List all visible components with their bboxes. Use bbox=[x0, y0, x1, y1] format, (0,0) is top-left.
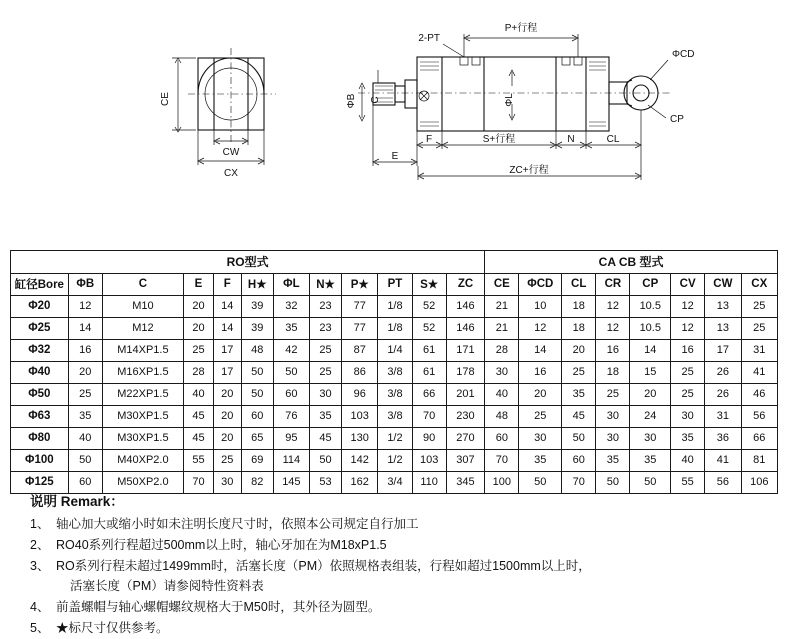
group-header-cacb: CA CB 型式 bbox=[485, 251, 778, 274]
col-f: F bbox=[213, 274, 241, 296]
cell: 1/4 bbox=[378, 340, 412, 362]
cell: 103 bbox=[412, 450, 446, 472]
col-cv: CV bbox=[671, 274, 705, 296]
cell: 61 bbox=[412, 340, 446, 362]
cell: M50XP2.0 bbox=[102, 472, 183, 494]
cell-bore: Φ100 bbox=[11, 450, 69, 472]
remark-list bbox=[30, 514, 770, 638]
remark-title: 说明 Remark： bbox=[30, 494, 124, 509]
cell: 20 bbox=[213, 406, 241, 428]
label-C-left bbox=[370, 70, 381, 104]
cell: 60 bbox=[273, 384, 309, 406]
cell: 50 bbox=[273, 362, 309, 384]
cell: 12 bbox=[596, 318, 630, 340]
dim-CW bbox=[214, 130, 248, 158]
cell: 110 bbox=[412, 472, 446, 494]
main-section-view bbox=[358, 57, 672, 131]
dim-E bbox=[373, 105, 417, 166]
spec-table-wrap bbox=[10, 250, 778, 494]
svg-text:E: E bbox=[391, 151, 399, 162]
dim-CE bbox=[160, 58, 196, 132]
dim-CL bbox=[586, 110, 641, 149]
dim-ZC-stroke bbox=[418, 149, 641, 180]
svg-text:ΦL: ΦL bbox=[504, 93, 515, 107]
cell: 171 bbox=[446, 340, 485, 362]
svg-text:CL: CL bbox=[606, 134, 620, 145]
dim-N bbox=[556, 131, 586, 149]
remark-item-number: 1、 bbox=[30, 517, 50, 531]
cell: 28 bbox=[485, 340, 519, 362]
cell: 25 bbox=[310, 362, 342, 384]
cell: 42 bbox=[273, 340, 309, 362]
cell-bore: Φ63 bbox=[11, 406, 69, 428]
cell: 45 bbox=[184, 406, 214, 428]
cell: 162 bbox=[342, 472, 378, 494]
remark-item-text: ★标尺寸仅供参考。 bbox=[56, 621, 169, 635]
cell: 13 bbox=[705, 318, 741, 340]
cell: 270 bbox=[446, 428, 485, 450]
cell: 52 bbox=[412, 318, 446, 340]
table-row bbox=[11, 428, 778, 450]
cell: 25 bbox=[184, 340, 214, 362]
cell: 35 bbox=[68, 406, 102, 428]
cell: 70 bbox=[485, 450, 519, 472]
cell: M14XP1.5 bbox=[102, 340, 183, 362]
cell: 20 bbox=[630, 384, 671, 406]
cell: 35 bbox=[671, 428, 705, 450]
cell: 86 bbox=[342, 362, 378, 384]
cell: 15 bbox=[630, 362, 671, 384]
col-phicd: ΦCD bbox=[519, 274, 562, 296]
cell: 230 bbox=[446, 406, 485, 428]
cell: 26 bbox=[705, 384, 741, 406]
remark-item-text-cont: 活塞长度（PM）请参阅特性资料表 bbox=[70, 579, 264, 593]
cell-bore: Φ125 bbox=[11, 472, 69, 494]
cell: 20 bbox=[562, 340, 596, 362]
cell: M10 bbox=[102, 296, 183, 318]
column-header-row bbox=[11, 274, 778, 296]
cell: 142 bbox=[342, 450, 378, 472]
cell: 24 bbox=[630, 406, 671, 428]
cell: 36 bbox=[705, 428, 741, 450]
cell: 25 bbox=[68, 384, 102, 406]
cell: 17 bbox=[213, 362, 241, 384]
table-row bbox=[11, 296, 778, 318]
cell: 90 bbox=[412, 428, 446, 450]
cell: 23 bbox=[310, 296, 342, 318]
cell: 30 bbox=[596, 406, 630, 428]
cell: 146 bbox=[446, 318, 485, 340]
cell: 30 bbox=[671, 406, 705, 428]
col-c: C bbox=[102, 274, 183, 296]
cell: 10.5 bbox=[630, 296, 671, 318]
col-pt: PT bbox=[378, 274, 412, 296]
cell: 30 bbox=[596, 428, 630, 450]
remark-item bbox=[30, 556, 770, 596]
svg-text:C: C bbox=[370, 96, 381, 104]
cell: 35 bbox=[596, 450, 630, 472]
svg-text:CX: CX bbox=[224, 168, 238, 179]
col-h: H★ bbox=[241, 274, 273, 296]
cell: 28 bbox=[184, 362, 214, 384]
cell: 12 bbox=[68, 296, 102, 318]
cell: 35 bbox=[273, 318, 309, 340]
remark-item-text: 轴心加大或缩小时如未注明长度尺寸时，依照本公司规定自行加工 bbox=[56, 517, 419, 531]
cell: 60 bbox=[562, 450, 596, 472]
svg-text:ΦCD: ΦCD bbox=[672, 49, 695, 60]
cell-bore: Φ32 bbox=[11, 340, 69, 362]
cell: 146 bbox=[446, 296, 485, 318]
cell: 18 bbox=[562, 318, 596, 340]
cell: 41 bbox=[705, 450, 741, 472]
cell: 16 bbox=[671, 340, 705, 362]
cell: 20 bbox=[184, 318, 214, 340]
col-cp: CP bbox=[630, 274, 671, 296]
remark-section bbox=[30, 492, 770, 639]
remark-item-text: 前盖螺帽与轴心螺帽螺纹规格大于M50时，其外径为圆型。 bbox=[56, 600, 381, 614]
cell: 17 bbox=[213, 340, 241, 362]
cell: 81 bbox=[741, 450, 777, 472]
remark-item bbox=[30, 535, 770, 555]
cell: 130 bbox=[342, 428, 378, 450]
label-PhiL bbox=[504, 70, 515, 120]
cell: 3/4 bbox=[378, 472, 412, 494]
cell-bore: Φ50 bbox=[11, 384, 69, 406]
cell: 106 bbox=[741, 472, 777, 494]
cell: 41 bbox=[741, 362, 777, 384]
col-cx: CX bbox=[741, 274, 777, 296]
cell: 96 bbox=[342, 384, 378, 406]
remark-item bbox=[30, 514, 770, 534]
cell: 25 bbox=[596, 384, 630, 406]
cell: 114 bbox=[273, 450, 309, 472]
cell: 21 bbox=[485, 296, 519, 318]
cell: 20 bbox=[213, 384, 241, 406]
col-ce: CE bbox=[485, 274, 519, 296]
group-header-ro: RO型式 bbox=[11, 251, 485, 274]
cell: 35 bbox=[562, 384, 596, 406]
cell: 3/8 bbox=[378, 384, 412, 406]
cell: M40XP2.0 bbox=[102, 450, 183, 472]
table-row bbox=[11, 340, 778, 362]
cell: 65 bbox=[241, 428, 273, 450]
table-row bbox=[11, 384, 778, 406]
cell: 69 bbox=[241, 450, 273, 472]
cell: 50 bbox=[596, 472, 630, 494]
cell: 35 bbox=[310, 406, 342, 428]
cell: 55 bbox=[184, 450, 214, 472]
cell: 1/8 bbox=[378, 318, 412, 340]
cell: 50 bbox=[630, 472, 671, 494]
cell: 46 bbox=[741, 384, 777, 406]
cell: 48 bbox=[485, 406, 519, 428]
cell: M16XP1.5 bbox=[102, 362, 183, 384]
cell: 45 bbox=[184, 428, 214, 450]
cell: 25 bbox=[671, 362, 705, 384]
cell: 201 bbox=[446, 384, 485, 406]
table-row bbox=[11, 362, 778, 384]
cell: 3/8 bbox=[378, 406, 412, 428]
cell: 1/2 bbox=[378, 450, 412, 472]
table-row bbox=[11, 318, 778, 340]
col-cr: CR bbox=[596, 274, 630, 296]
svg-text:2-PT: 2-PT bbox=[418, 33, 440, 44]
cell: 20 bbox=[68, 362, 102, 384]
left-end-view bbox=[188, 48, 276, 142]
cell: 60 bbox=[68, 472, 102, 494]
cell-bore: Φ40 bbox=[11, 362, 69, 384]
cell: 103 bbox=[342, 406, 378, 428]
cell: 60 bbox=[485, 428, 519, 450]
table-row bbox=[11, 472, 778, 494]
col-phib: ΦB bbox=[68, 274, 102, 296]
col-n: N★ bbox=[310, 274, 342, 296]
spec-table bbox=[10, 250, 778, 494]
remark-item-number: 3、 bbox=[30, 559, 50, 573]
cell: 50 bbox=[519, 472, 562, 494]
cell: 56 bbox=[705, 472, 741, 494]
cell: 25 bbox=[741, 296, 777, 318]
cell: M22XP1.5 bbox=[102, 384, 183, 406]
cell: 40 bbox=[671, 450, 705, 472]
cell: 307 bbox=[446, 450, 485, 472]
cell: 31 bbox=[705, 406, 741, 428]
svg-text:CP: CP bbox=[670, 114, 684, 125]
cell: 14 bbox=[68, 318, 102, 340]
cell: 16 bbox=[519, 362, 562, 384]
cell: 14 bbox=[519, 340, 562, 362]
cell: M30XP1.5 bbox=[102, 428, 183, 450]
cell: 50 bbox=[241, 362, 273, 384]
cell: 66 bbox=[412, 384, 446, 406]
cell: 30 bbox=[310, 384, 342, 406]
col-cw: CW bbox=[705, 274, 741, 296]
cell: 17 bbox=[705, 340, 741, 362]
cell: 30 bbox=[485, 362, 519, 384]
cell: 70 bbox=[562, 472, 596, 494]
cell: 25 bbox=[213, 450, 241, 472]
label-PhiCD bbox=[650, 49, 694, 80]
remark-item-text: RO系列行程未超过1499mm时，活塞长度（PM）依照规格表组装，行程如超过1500mm以上时， bbox=[56, 559, 591, 573]
cell: 60 bbox=[241, 406, 273, 428]
cell: 16 bbox=[596, 340, 630, 362]
cell-bore: Φ80 bbox=[11, 428, 69, 450]
col-phil: ΦL bbox=[273, 274, 309, 296]
cell: 14 bbox=[213, 318, 241, 340]
cell: 100 bbox=[485, 472, 519, 494]
dim-PhiB bbox=[346, 83, 365, 121]
cell: 13 bbox=[705, 296, 741, 318]
cell: 12 bbox=[671, 318, 705, 340]
cell: 30 bbox=[213, 472, 241, 494]
cell: 70 bbox=[412, 406, 446, 428]
cell-bore: Φ25 bbox=[11, 318, 69, 340]
cell: 61 bbox=[412, 362, 446, 384]
cell: 40 bbox=[68, 428, 102, 450]
cell: 70 bbox=[184, 472, 214, 494]
cell: 21 bbox=[485, 318, 519, 340]
table-row bbox=[11, 450, 778, 472]
col-zc: ZC bbox=[446, 274, 485, 296]
svg-text:F: F bbox=[425, 134, 433, 145]
cell: 12 bbox=[596, 296, 630, 318]
cell: 30 bbox=[630, 428, 671, 450]
cell: 35 bbox=[630, 450, 671, 472]
cell: 45 bbox=[562, 406, 596, 428]
cell: 25 bbox=[671, 384, 705, 406]
svg-text:CE: CE bbox=[160, 92, 171, 106]
cell: 16 bbox=[68, 340, 102, 362]
svg-text:P+行程: P+行程 bbox=[504, 23, 538, 34]
cell: 345 bbox=[446, 472, 485, 494]
cell: 26 bbox=[705, 362, 741, 384]
cell: 39 bbox=[241, 296, 273, 318]
cell: 55 bbox=[671, 472, 705, 494]
cell: 25 bbox=[310, 340, 342, 362]
svg-text:CW: CW bbox=[222, 147, 240, 158]
svg-text:N: N bbox=[567, 134, 575, 145]
remark-item-number: 4、 bbox=[30, 600, 50, 614]
cell: 10 bbox=[519, 296, 562, 318]
cell: 35 bbox=[519, 450, 562, 472]
col-e: E bbox=[184, 274, 214, 296]
dim-S-stroke bbox=[442, 131, 556, 149]
cylinder-drawing bbox=[0, 0, 790, 210]
dim-F bbox=[417, 131, 442, 149]
cell: 20 bbox=[519, 384, 562, 406]
cell: 50 bbox=[310, 450, 342, 472]
cell: 25 bbox=[741, 318, 777, 340]
cell: 39 bbox=[241, 318, 273, 340]
svg-text:ΦB: ΦB bbox=[346, 93, 357, 109]
cell: 95 bbox=[273, 428, 309, 450]
cell-bore: Φ20 bbox=[11, 296, 69, 318]
cell: 25 bbox=[519, 406, 562, 428]
remark-item-number: 5、 bbox=[30, 621, 50, 635]
cell: M30XP1.5 bbox=[102, 406, 183, 428]
remark-item bbox=[30, 618, 770, 638]
label-2PT bbox=[418, 33, 464, 57]
remark-item-text: RO40系列行程超过500mm以上时，轴心牙加在为M18xP1.5 bbox=[56, 538, 387, 552]
cell: 23 bbox=[310, 318, 342, 340]
label-CP bbox=[648, 105, 684, 125]
cell: 14 bbox=[630, 340, 671, 362]
cell: 10.5 bbox=[630, 318, 671, 340]
col-s: S★ bbox=[412, 274, 446, 296]
cell: 1/8 bbox=[378, 296, 412, 318]
cell: 31 bbox=[741, 340, 777, 362]
cell: 1/2 bbox=[378, 428, 412, 450]
cell: 20 bbox=[184, 296, 214, 318]
cell: 18 bbox=[596, 362, 630, 384]
svg-text:S+行程: S+行程 bbox=[482, 134, 516, 145]
cell: 76 bbox=[273, 406, 309, 428]
cell: 25 bbox=[562, 362, 596, 384]
cell: 52 bbox=[412, 296, 446, 318]
cell: 20 bbox=[213, 428, 241, 450]
cell: 50 bbox=[241, 384, 273, 406]
dim-P-stroke bbox=[464, 21, 578, 57]
table-row bbox=[11, 406, 778, 428]
col-bore: 缸径Bore bbox=[11, 274, 69, 296]
cell: 14 bbox=[213, 296, 241, 318]
cell: 45 bbox=[310, 428, 342, 450]
cell: 3/8 bbox=[378, 362, 412, 384]
cell: 66 bbox=[741, 428, 777, 450]
cell: 50 bbox=[562, 428, 596, 450]
cell: 12 bbox=[519, 318, 562, 340]
cell: 40 bbox=[184, 384, 214, 406]
col-cl: CL bbox=[562, 274, 596, 296]
remark-item-number: 2、 bbox=[30, 538, 50, 552]
cell: 48 bbox=[241, 340, 273, 362]
remark-item bbox=[30, 597, 770, 617]
cell: 30 bbox=[519, 428, 562, 450]
cell: 145 bbox=[273, 472, 309, 494]
cell: 53 bbox=[310, 472, 342, 494]
cell: 82 bbox=[241, 472, 273, 494]
cell: M12 bbox=[102, 318, 183, 340]
spec-table-body bbox=[11, 296, 778, 494]
svg-text:ZC+行程: ZC+行程 bbox=[509, 165, 549, 176]
cell: 77 bbox=[342, 318, 378, 340]
cell: 77 bbox=[342, 296, 378, 318]
cell: 178 bbox=[446, 362, 485, 384]
cell: 87 bbox=[342, 340, 378, 362]
cell: 40 bbox=[485, 384, 519, 406]
cell: 56 bbox=[741, 406, 777, 428]
cell: 18 bbox=[562, 296, 596, 318]
cell: 12 bbox=[671, 296, 705, 318]
col-p: P★ bbox=[342, 274, 378, 296]
cell: 32 bbox=[273, 296, 309, 318]
cell: 50 bbox=[68, 450, 102, 472]
